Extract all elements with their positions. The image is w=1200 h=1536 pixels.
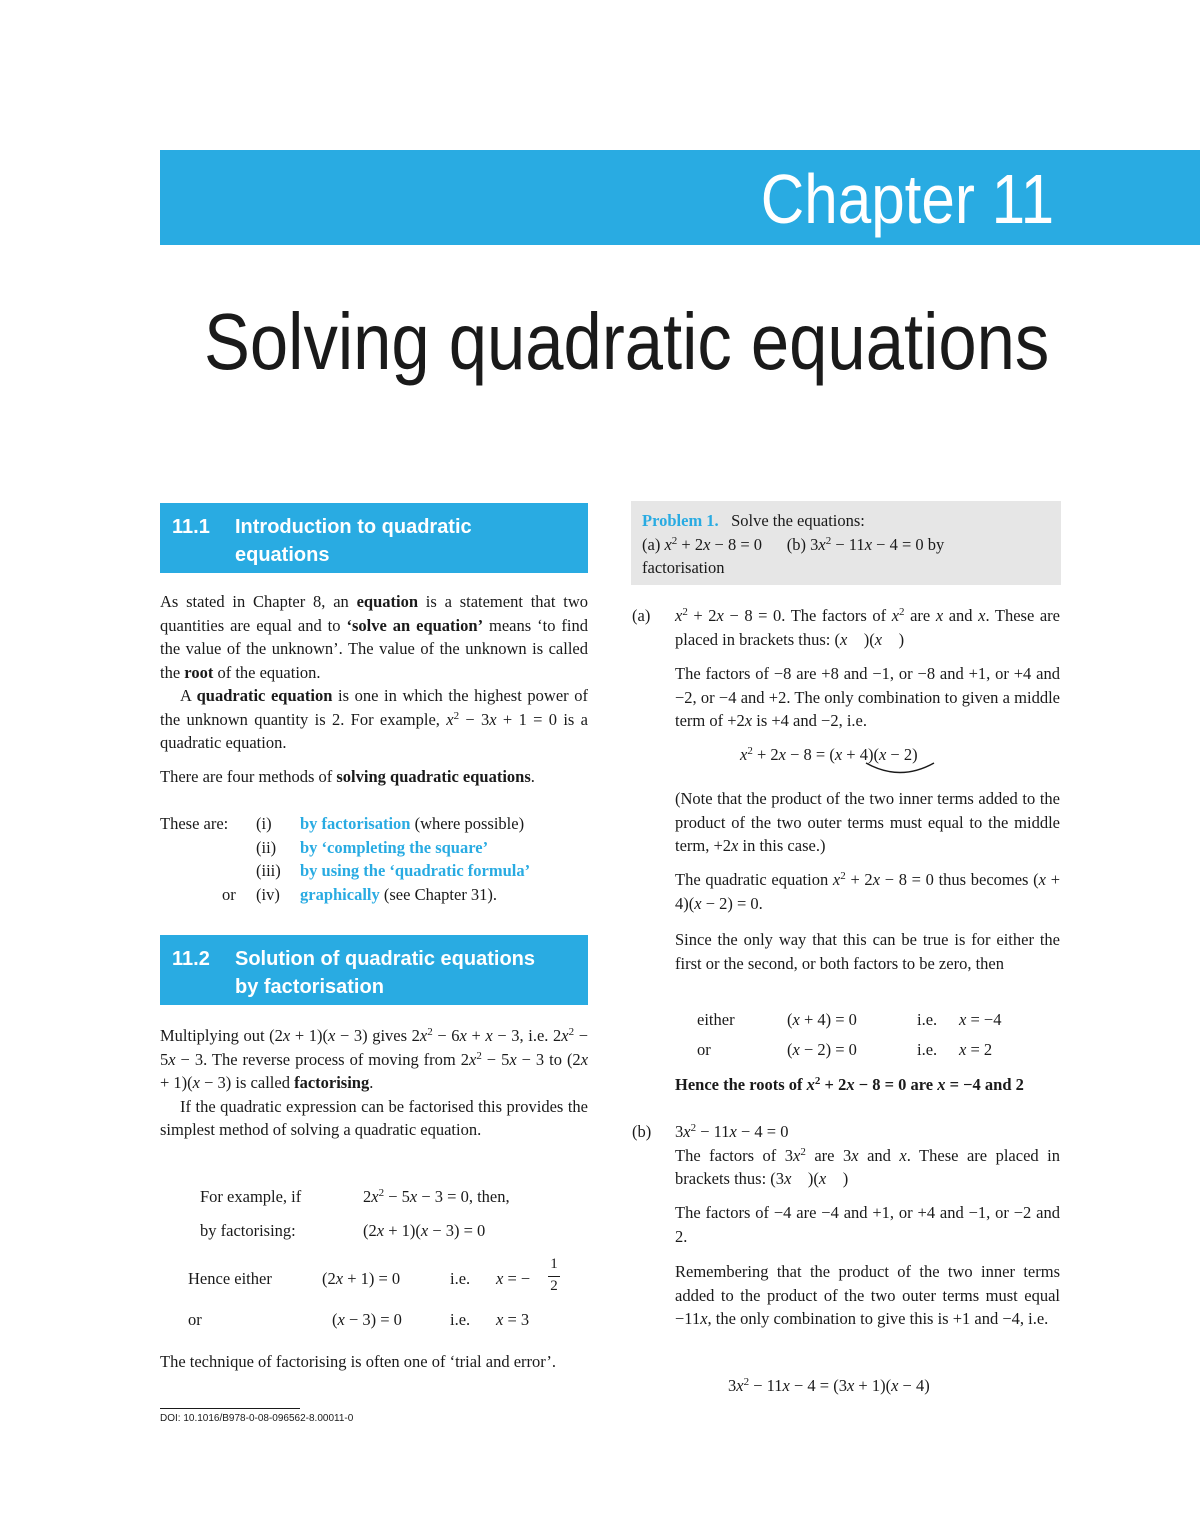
method-num: (ii) (256, 837, 277, 857)
method-link-quadratic-formula[interactable]: by using the ‘quadratic formula’ (300, 861, 531, 880)
part-a-note: (Note that the product of the two inner terms added to the product of the two outer terms must equal to the middle term, +2x in this case.) (675, 789, 1060, 855)
method-num: (i) (256, 814, 272, 833)
example-ie: i.e. (450, 1310, 471, 1329)
intro-paragraph: As stated in Chapter 8, an equation is a statement that two quantities are equal and to ‘solve an equation’ means ‘to find the value of the unknown’. The value of the unknown is called the root of the equation. A quadratic equation is one in which the highest power of the unknown quantity is 2. For example, $x^2 - 3x + 1 = 0$ is a quadratic equation. (160, 592, 588, 752)
example-equation: $2x^2 - 5x - 3 = 0$, then, (363, 1187, 510, 1206)
root-equation: (x − 2) = 0 (787, 1040, 857, 1059)
example-ie: i.e. (450, 1269, 471, 1288)
methods-list (160, 812, 588, 912)
example-label: by factorising: (200, 1221, 296, 1240)
section-title: Introduction to quadratic equations (235, 516, 472, 566)
part-b-remembering: Remembering that the product of the two inner terms added to the product of the two outer terms must equal −11x, the only combination to give this is +1 and −4, i.e. (675, 1262, 1060, 1328)
method-item: graphically (see Chapter 31). (300, 884, 498, 904)
part-a-factorised: $x^2 + 2x - 8 = (x + 4)(x - 2)$ (740, 745, 918, 764)
or-label: or (697, 1040, 711, 1059)
part-a-becomes: The quadratic equation $x^2 + 2x - 8 = 0$ thus becomes (x + 4)(x − 2) = 0. (675, 870, 1060, 913)
example-equation: (2x + 1) = 0 (322, 1269, 401, 1288)
methods-intro: There are four methods of solving quadratic equations. (160, 767, 535, 786)
chapter-title: Solving quadratic equations (204, 297, 1050, 386)
method-link-completing-square[interactable]: by ‘completing the square’ (300, 837, 489, 857)
example-label: For example, if (200, 1187, 302, 1206)
part-b-factorised: $3x^2 - 11x - 4 = (3x + 1)(x - 4)$ (728, 1376, 930, 1395)
inner-terms-brace (860, 760, 940, 778)
either-label: either (697, 1010, 735, 1029)
method-num: (iii) (256, 861, 281, 880)
part-b-intro: $3x^2 - 11x - 4 = 0$ The factors of $3x^2$ are 3x and x. These are placed in brackets thus: (3x )(x ) (675, 1122, 1060, 1188)
footnote-rule (160, 1408, 300, 1409)
factorising-paragraph: Multiplying out (2x + 1)(x − 3) gives $2x^2 - 6x + x - 3$, i.e. $2x^2 - 5x - 3$. The reverse process of moving from $2x^2 - 5x - 3$ to (2x + 1)(x − 3) is called factorising. If the quadratic expression can be factorised this provides the simplest method of solving a quadratic equation. (160, 1026, 589, 1139)
part-a-factors: The factors of −8 are +8 and −1, or −8 and +1, or +4 and −2, or −4 and +2. The only combination to given a middle term of +2x is +4 and −2, i.e. (675, 664, 1060, 730)
ie-label: i.e. (917, 1040, 938, 1059)
section-number: 11.2 (172, 948, 210, 970)
part-a-since: Since the only way that this can be true is for either the first or the second, or both factors to be zero, then (675, 930, 1060, 973)
part-a-intro: $x^2 + 2x - 8 = 0$. The factors of $x^2$ are x and x. These are placed in brackets thus: (x )(x ) (675, 606, 1060, 649)
part-a-tag: (a) (632, 606, 651, 625)
part-b-factors: The factors of −4 are −4 and +1, or +4 and −1, or −2 and 2. (675, 1203, 1060, 1246)
part-a-result: Hence the roots of $x^2 + 2x - 8 = 0$ are x = −4 and 2 (675, 1075, 1024, 1094)
problem-label: Problem 1. (642, 511, 719, 530)
method-link-factorisation[interactable]: by factorisation (300, 814, 411, 833)
part-b-tag: (b) (632, 1122, 652, 1141)
trial-paragraph: The technique of factorising is often one of ‘trial and error’. (160, 1352, 556, 1371)
chapter-label: Chapter 11 (760, 160, 1054, 238)
example-equation: (2x + 1)(x − 3) = 0 (363, 1221, 486, 1240)
example-root: x = 3 (496, 1310, 530, 1329)
method-or: or (222, 884, 236, 904)
example-label: Hence either (188, 1269, 272, 1288)
root-value: x = −4 (959, 1010, 1002, 1029)
section-11-2-heading (160, 935, 588, 1005)
section-title: Solution of quadratic equations by factorisation (235, 948, 535, 998)
methods-prefix: These are: (160, 814, 229, 833)
method-item: by factorisation (where possible) (300, 814, 525, 833)
method-num: (iv) (256, 884, 280, 904)
section-number: 11.1 (172, 516, 210, 538)
ie-label: i.e. (917, 1010, 938, 1029)
problem-statement: Problem 1. Solve the equations: (a) $x^2 + 2x - 8 = 0$ (b) $3x^2 - 11x - 4 = 0$ by factorisation (642, 511, 945, 577)
example-root: x = − (496, 1269, 531, 1288)
root-equation: (x + 4) = 0 (787, 1010, 857, 1029)
root-value: x = 2 (959, 1040, 993, 1059)
fraction-one-half: 1 2 (548, 1255, 560, 1295)
method-link-graphically[interactable]: graphically (300, 884, 380, 904)
worked-example (160, 1185, 588, 1335)
section-11-1-heading (160, 503, 588, 573)
example-equation: (x − 3) = 0 (332, 1310, 402, 1329)
method-item (300, 859, 530, 883)
doi-text: DOI: 10.1016/B978-0-08-096562-8.00011-0 (160, 1413, 354, 1424)
method-item (300, 836, 488, 860)
example-label: or (188, 1310, 202, 1329)
part-a-roots-table (675, 1008, 1060, 1068)
